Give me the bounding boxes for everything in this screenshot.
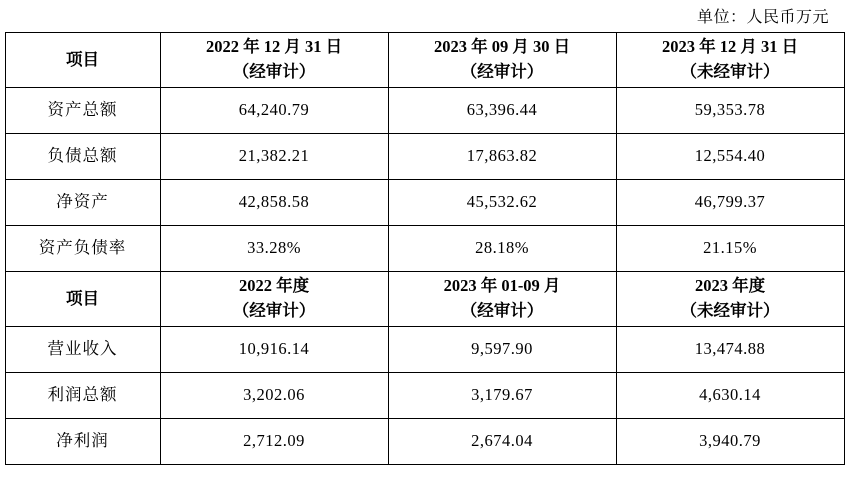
header-cell-period-2: 2023 年 09 月 30 日 （经审计） [388, 33, 616, 88]
row-value: 21,382.21 [160, 134, 388, 180]
row-value: 4,630.14 [616, 373, 844, 419]
row-value: 64,240.79 [160, 88, 388, 134]
row-label: 负债总额 [5, 134, 160, 180]
financial-summary-table [5, 32, 845, 465]
row-value: 13,474.88 [616, 327, 844, 373]
table-header-row-income [5, 272, 844, 327]
row-value: 42,858.58 [160, 180, 388, 226]
row-value: 45,532.62 [388, 180, 616, 226]
row-label: 资产总额 [5, 88, 160, 134]
row-label: 净利润 [5, 419, 160, 465]
header-cell-period-2: 2023 年 01-09 月 （经审计） [388, 272, 616, 327]
table-row [5, 419, 844, 465]
table-row [5, 180, 844, 226]
row-value: 21.15% [616, 226, 844, 272]
header-cell-item: 项目 [5, 33, 160, 88]
row-label: 营业收入 [5, 327, 160, 373]
row-value: 3,940.79 [616, 419, 844, 465]
row-value: 3,179.67 [388, 373, 616, 419]
table-row [5, 373, 844, 419]
row-value: 17,863.82 [388, 134, 616, 180]
table-row [5, 88, 844, 134]
row-label: 利润总额 [5, 373, 160, 419]
row-label: 资产负债率 [5, 226, 160, 272]
header-cell-period-1: 2022 年度 （经审计） [160, 272, 388, 327]
row-value: 59,353.78 [616, 88, 844, 134]
table-header-row-balance [5, 33, 844, 88]
row-value: 63,396.44 [388, 88, 616, 134]
header-cell-period-3: 2023 年度 （未经审计） [616, 272, 844, 327]
header-cell-period-3: 2023 年 12 月 31 日 （未经审计） [616, 33, 844, 88]
row-value: 10,916.14 [160, 327, 388, 373]
row-label: 净资产 [5, 180, 160, 226]
row-value: 3,202.06 [160, 373, 388, 419]
table-row [5, 134, 844, 180]
row-value: 9,597.90 [388, 327, 616, 373]
row-value: 46,799.37 [616, 180, 844, 226]
row-value: 2,712.09 [160, 419, 388, 465]
table-row [5, 327, 844, 373]
header-cell-item: 项目 [5, 272, 160, 327]
row-value: 2,674.04 [388, 419, 616, 465]
row-value: 12,554.40 [616, 134, 844, 180]
row-value: 28.18% [388, 226, 616, 272]
unit-note: 单位：人民币万元 [696, 9, 829, 26]
row-value: 33.28% [160, 226, 388, 272]
header-cell-period-1: 2022 年 12 月 31 日 （经审计） [160, 33, 388, 88]
table-row [5, 226, 844, 272]
